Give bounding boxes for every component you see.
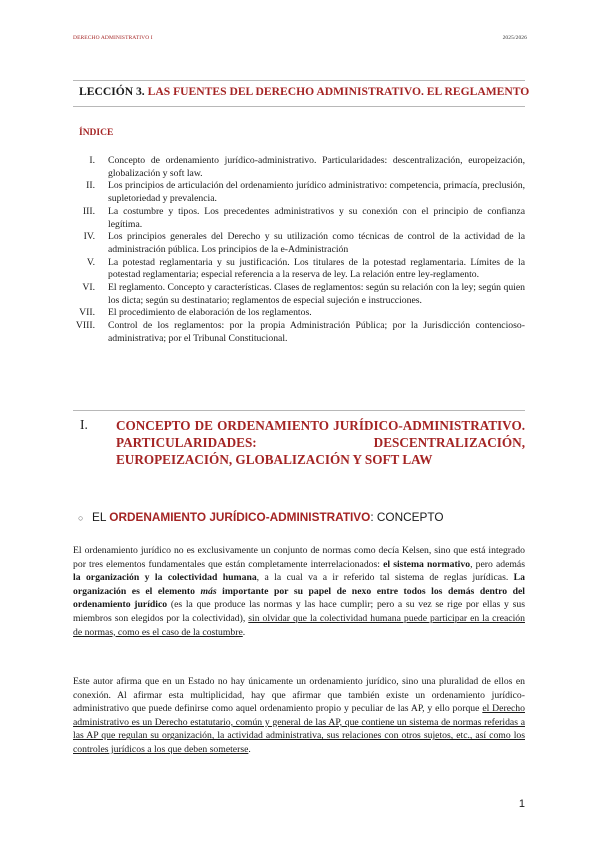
subsection-heading: ○ EL ORDENAMIENTO JURÍDICO-ADMINISTRATIVO: CONCEPTO (78, 510, 444, 524)
toc-item: VI. El reglamento. Concepto y características. Clases de reglamentos: según su relación con la ley; según quien los dicta; según su destinatario; reglamentos de especial sujeción e instrucciones. (82, 282, 525, 306)
toc-item: I. Concepto de ordenamiento jurídico-administrativo. Particularidades: descentralización, europeización, globalización y soft law. (89, 155, 525, 179)
toc-item: II. Los principios de articulación del ordenamiento jurídico administrativo: competencia, primacía, preclusión, supletoriedad y prevalencia. (86, 180, 525, 205)
running-header-course: DERECHO ADMINISTRATIVO I (73, 35, 153, 41)
table-of-contents (73, 155, 525, 346)
section-title: CONCEPTO DE ORDENAMIENTO JURÍDICO-ADMINISTRATIVO. PARTICULARIDADES: DESCENTRALIZACIÓN, EUROPEIZACIÓN, GLOBALIZACIÓN Y SOFT LAW (116, 418, 525, 467)
paragraph: El ordenamiento jurídico no es exclusivamente un conjunto de normas como decía Kelsen, sino que está integrado por tres elementos fundamentales que están completamente interrelacionados: el sistema normativo, pero además la organización y la colectividad humana, a la cual va a ir referido tal sistema de reglas jurídicas. La organización es el elemento más importante por su papel de nexo entre todos los demás dentro del ordenamiento jurídico (es la que produce las normas y las hace cumplir; pero a su vez se rige por ellas y sus miembros son elegidos por la colectividad), sin olvidar que la colectividad humana puede participar en la creación de normas, como es el caso de la costumbre. (73, 545, 526, 638)
toc-item: V. La potestad reglamentaria y su justificación. Los titulares de la potestad reglamentaria. Límites de la potestad reglamentaria; especial referencia a la reserva de ley. La relación entre ley-reglamento. (86, 256, 525, 281)
paragraph: Este autor afirma que en un Estado no hay únicamente un ordenamiento jurídico, sino una pluralidad de ellos en conexión. Al afirmar esta multiplicidad, hay que afirmar que también existe un ordenamiento jurídico-administrativo que puede definirse como aquel ordenamiento propio y peculiar de las AP, y ello porque el Derecho administrativo es un Derecho estatutario, común y general de las AP, que contiene un sistema de normas referidas a las AP que regulan su organización, la actividad administrativa, sus relaciones con otros sujetos, etc., así como los controles jurídicos a los que deben someterse. (73, 676, 525, 755)
page-number: 1 (518, 798, 525, 810)
toc-item: VIII. Control de los reglamentos: por la propia Administración Pública; por la Jurisdicción contencioso-administrativa; por el Tribunal Constitucional. (75, 320, 525, 344)
section-number: I. (80, 417, 88, 432)
lesson-top-rule (73, 80, 525, 81)
toc-item: IV. Los principios generales del Derecho y su utilización como técnicas de control de la actividad de la administración pública. Los principios de la e-Administración (83, 231, 525, 255)
section-heading (73, 417, 525, 468)
lesson-number: LECCIÓN 3. (79, 85, 145, 98)
circle-bullet-icon: ○ (78, 513, 84, 523)
index-title: ÍNDICE (79, 128, 114, 138)
lesson-bottom-rule (73, 106, 525, 107)
lesson-title (79, 85, 529, 98)
lesson-heading: LAS FUENTES DEL DERECHO ADMINISTRATIVO. EL REGLAMENTO (147, 85, 530, 98)
section-divider (73, 410, 525, 411)
toc-item: VII. El procedimiento de elaboración de los reglamentos. (79, 307, 312, 319)
toc-item: III. La costumbre y tipos. Los precedentes administrativos y su conexión con el principio de confianza legítima. (82, 205, 525, 230)
running-header-year: 2025/2026 (502, 35, 527, 41)
